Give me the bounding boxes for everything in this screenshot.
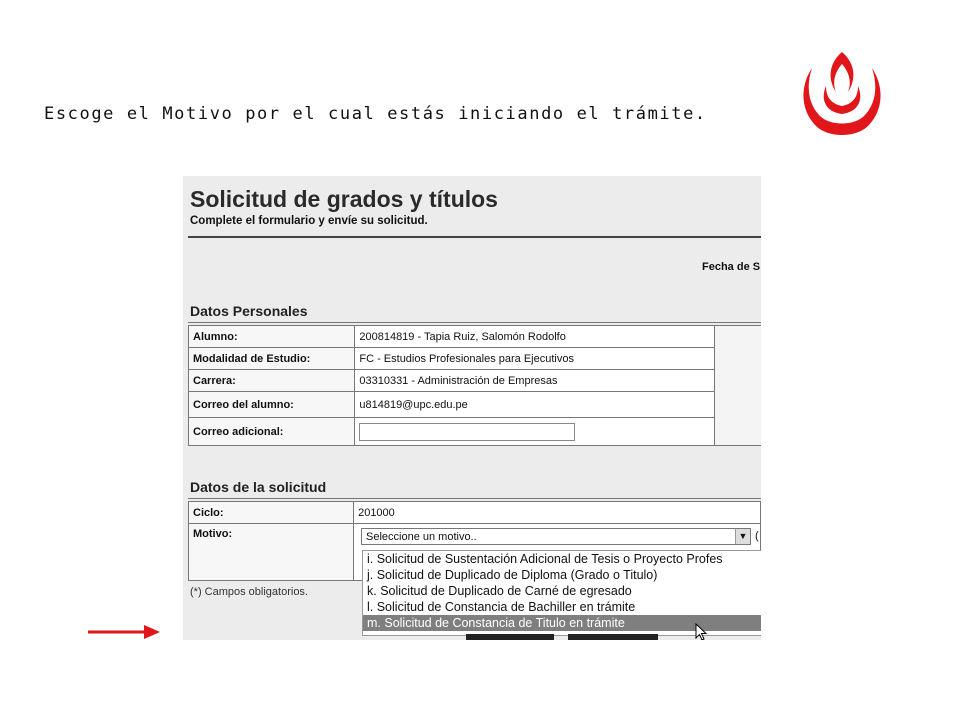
carrera-value: 03310331 - Administración de Empresas (355, 370, 715, 392)
correo-adicional-input[interactable] (359, 423, 575, 441)
send-button[interactable] (466, 634, 554, 640)
table-row (189, 418, 762, 446)
ciclo-value: 201000 (354, 502, 761, 524)
instruction-text: Escoge el Motivo por el cual estás iniciando el trámite. (44, 104, 707, 124)
personal-section-heading: Datos Personales (190, 303, 308, 319)
form-screenshot (183, 176, 761, 640)
page-title: Solicitud de grados y títulos (190, 186, 498, 212)
chevron-down-icon[interactable]: ▼ (735, 529, 750, 544)
motivo-select-value: Seleccione un motivo.. (366, 531, 477, 543)
request-section-heading: Datos de la solicitud (190, 479, 327, 495)
correo-value: u814819@upc.edu.pe (355, 392, 715, 418)
required-note: (*) Campos obligatorios. (190, 586, 308, 598)
required-mark: ( (755, 530, 759, 542)
personal-data-table (188, 325, 761, 446)
ciclo-label: Ciclo: (189, 502, 354, 524)
photo-area (715, 326, 761, 446)
alumno-label: Alumno: (189, 326, 355, 348)
motivo-select[interactable] (361, 528, 751, 545)
fecha-label: Fecha de S (702, 261, 761, 273)
alumno-value: 200814819 - Tapia Ruiz, Salomón Rodolfo (355, 326, 715, 348)
request-section-divider (188, 498, 761, 499)
personal-section-divider (188, 322, 761, 323)
mouse-pointer-icon (695, 623, 709, 640)
title-divider (188, 236, 761, 238)
correo-label: Correo del alumno: (189, 392, 355, 418)
upc-logo-icon (792, 46, 892, 146)
correo-adicional-label: Correo adicional: (189, 418, 355, 446)
table-row (189, 348, 762, 370)
carrera-label: Carrera: (189, 370, 355, 392)
motivo-option[interactable]: l. Solicitud de Constancia de Bachiller en trámite (367, 600, 636, 614)
motivo-option-selected[interactable]: m. Solicitud de Constancia de Titulo en trámite (363, 615, 761, 631)
cancel-button[interactable] (568, 634, 658, 640)
modalidad-label: Modalidad de Estudio: (189, 348, 355, 370)
table-row (189, 502, 761, 524)
correo-adicional-cell (355, 418, 715, 446)
table-row (189, 326, 762, 348)
motivo-option[interactable]: i. Solicitud de Sustentación Adicional de Tesis o Proyecto Profes (367, 552, 723, 566)
table-row (189, 370, 762, 392)
motivo-option[interactable]: j. Solicitud de Duplicado de Diploma (Grado o Titulo) (367, 568, 658, 582)
pointer-arrow-icon (86, 622, 162, 642)
motivo-label: Motivo: (189, 524, 354, 581)
modalidad-value: FC - Estudios Profesionales para Ejecutivos (355, 348, 715, 370)
page-subtitle: Complete el formulario y envíe su solicitud. (190, 215, 428, 227)
motivo-option[interactable]: k. Solicitud de Duplicado de Carné de egresado (367, 584, 632, 598)
table-row (189, 392, 762, 418)
